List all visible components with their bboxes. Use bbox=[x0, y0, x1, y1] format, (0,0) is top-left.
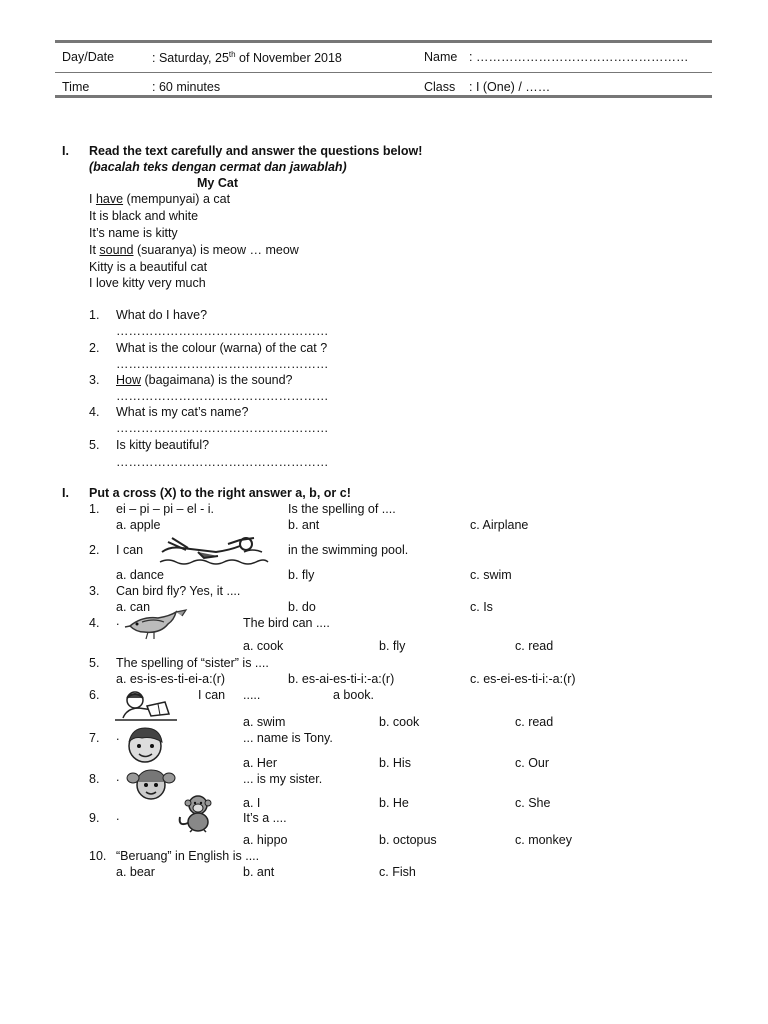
boy-face-illustration bbox=[122, 724, 168, 764]
mc-question-end: ... is my sister. bbox=[243, 772, 323, 786]
mc-question: I can bbox=[198, 688, 226, 702]
option-b[interactable]: b. ant bbox=[243, 865, 275, 879]
section1-title: Read the text carefully and answer the questions below! bbox=[89, 144, 423, 158]
answer-blank[interactable]: …………………………………………… bbox=[116, 389, 329, 403]
option-a[interactable]: a. cook bbox=[243, 639, 284, 653]
header-bottom-rule bbox=[55, 95, 712, 98]
story-line: It’s name is kitty bbox=[89, 226, 178, 240]
mc-dot: . bbox=[116, 770, 120, 784]
option-b[interactable]: b. octopus bbox=[379, 833, 437, 847]
mc-dot: . bbox=[116, 809, 120, 823]
header-mid-rule bbox=[55, 72, 712, 73]
mc-number: 4. bbox=[89, 616, 100, 630]
option-a[interactable]: a. es-is-es-ti-ei-a:(r) bbox=[116, 672, 226, 686]
option-b[interactable]: b. He bbox=[379, 796, 409, 810]
story-line: It sound (suaranya) is meow … meow bbox=[89, 243, 299, 257]
option-a[interactable]: a. bear bbox=[116, 865, 155, 879]
option-b[interactable]: b. do bbox=[288, 600, 316, 614]
option-c[interactable]: c. swim bbox=[470, 568, 512, 582]
option-a[interactable]: a. can bbox=[116, 600, 151, 614]
story-line: I have (mempunyai) a cat bbox=[89, 192, 231, 206]
mc-dot: . bbox=[116, 614, 120, 628]
option-c[interactable]: c. Our bbox=[515, 756, 550, 770]
mc-dot: . bbox=[116, 729, 120, 743]
option-c[interactable]: c. Is bbox=[470, 600, 493, 614]
question-number: 2. bbox=[89, 341, 100, 355]
question-number: 5. bbox=[89, 438, 100, 452]
mc-number: 8. bbox=[89, 772, 100, 786]
day-date-text-end: of November 2018 bbox=[235, 51, 342, 66]
header-top-rule bbox=[55, 40, 712, 43]
mc-number: 2. bbox=[89, 543, 100, 557]
option-c[interactable]: c. read bbox=[515, 639, 554, 653]
day-date-text: : Saturday, 25 bbox=[152, 51, 229, 66]
class-label: Class bbox=[424, 80, 456, 94]
mc-question-end: The bird can .... bbox=[243, 616, 330, 630]
mc-question-end: in the swimming pool. bbox=[288, 543, 409, 557]
mc-number: 5. bbox=[89, 656, 100, 670]
mc-number: 7. bbox=[89, 731, 100, 745]
mc-number: 6. bbox=[89, 688, 100, 702]
question-text: What is my cat’s name? bbox=[116, 405, 249, 419]
story-title: My Cat bbox=[197, 176, 238, 190]
option-a[interactable]: a. dance bbox=[116, 568, 164, 582]
story-line: It is black and white bbox=[89, 209, 199, 223]
reading-boy-illustration bbox=[113, 688, 179, 724]
mc-question: ei – pi – pi – el - i. bbox=[116, 502, 214, 516]
section1-subtitle: (bacalah teks dengan cermat dan jawablah) bbox=[89, 160, 347, 174]
time-value: : 60 minutes bbox=[152, 80, 221, 94]
mc-number: 9. bbox=[89, 811, 100, 825]
class-field: : I (One) / …… bbox=[469, 80, 551, 94]
question-text: What is the colour (warna) of the cat ? bbox=[116, 341, 328, 355]
name-field: : …………………………………………… bbox=[469, 50, 689, 64]
option-a[interactable]: a. swim bbox=[243, 715, 286, 729]
mc-question-end: ... name is Tony. bbox=[243, 731, 333, 745]
option-a[interactable]: a. I bbox=[243, 796, 261, 810]
option-b[interactable]: b. cook bbox=[379, 715, 420, 729]
mc-question: Can bird fly? Yes, it .... bbox=[116, 584, 241, 598]
section1-number: I. bbox=[62, 144, 69, 158]
mc-question: I can bbox=[116, 543, 144, 557]
story-line: Kitty is a beautiful cat bbox=[89, 260, 208, 274]
swimmer-illustration bbox=[158, 532, 270, 568]
option-c[interactable]: c. es-ei-es-ti-i:-a:(r) bbox=[470, 672, 576, 686]
monkey-illustration bbox=[174, 793, 218, 833]
answer-blank[interactable]: …………………………………………… bbox=[116, 455, 329, 469]
question-number: 4. bbox=[89, 405, 100, 419]
day-date-sup: th bbox=[228, 50, 236, 59]
mc-blank: ..... bbox=[243, 688, 261, 702]
mc-question: The spelling of “sister” is .... bbox=[116, 656, 269, 670]
girl-face-illustration bbox=[126, 766, 176, 802]
day-date-label: Day/Date bbox=[62, 50, 115, 64]
option-c[interactable]: c. She bbox=[515, 796, 551, 810]
name-label: Name bbox=[424, 50, 458, 64]
option-c[interactable]: c. read bbox=[515, 715, 554, 729]
option-c[interactable]: c. Airplane bbox=[470, 518, 529, 532]
section2-number: I. bbox=[62, 486, 69, 500]
question-number: 1. bbox=[89, 308, 100, 322]
day-date-value bbox=[152, 50, 342, 65]
option-b[interactable]: b. fly bbox=[379, 639, 406, 653]
option-c[interactable]: c. Fish bbox=[379, 865, 416, 879]
option-b[interactable]: b. es-ai-es-ti-i:-a:(r) bbox=[288, 672, 395, 686]
option-a[interactable]: a. hippo bbox=[243, 833, 288, 847]
mc-question-end: It’s a .... bbox=[243, 811, 287, 825]
question-text: How (bagaimana) is the sound? bbox=[116, 373, 293, 387]
mc-number: 3. bbox=[89, 584, 100, 598]
mc-question-end: Is the spelling of .... bbox=[288, 502, 396, 516]
question-text: What do I have? bbox=[116, 308, 208, 322]
question-text: Is kitty beautiful? bbox=[116, 438, 210, 452]
story-line: I love kitty very much bbox=[89, 276, 206, 290]
mc-question-end: a book. bbox=[333, 688, 375, 702]
mc-number: 1. bbox=[89, 502, 100, 516]
mc-question: “Beruang” in English is .... bbox=[116, 849, 260, 863]
answer-blank[interactable]: …………………………………………… bbox=[116, 324, 329, 338]
option-b[interactable]: b. His bbox=[379, 756, 411, 770]
bird-illustration bbox=[124, 608, 188, 642]
option-c[interactable]: c. monkey bbox=[515, 833, 572, 847]
answer-blank[interactable]: …………………………………………… bbox=[116, 421, 329, 435]
time-label: Time bbox=[62, 80, 90, 94]
option-a[interactable]: a. Her bbox=[243, 756, 278, 770]
option-a[interactable]: a. apple bbox=[116, 518, 161, 532]
answer-blank[interactable]: …………………………………………… bbox=[116, 357, 329, 371]
mc-number: 10. bbox=[89, 849, 107, 863]
question-number: 3. bbox=[89, 373, 100, 387]
section2-title: Put a cross (X) to the right answer a, b, or c! bbox=[89, 486, 351, 500]
option-b[interactable]: b. fly bbox=[288, 568, 315, 582]
option-b[interactable]: b. ant bbox=[288, 518, 320, 532]
